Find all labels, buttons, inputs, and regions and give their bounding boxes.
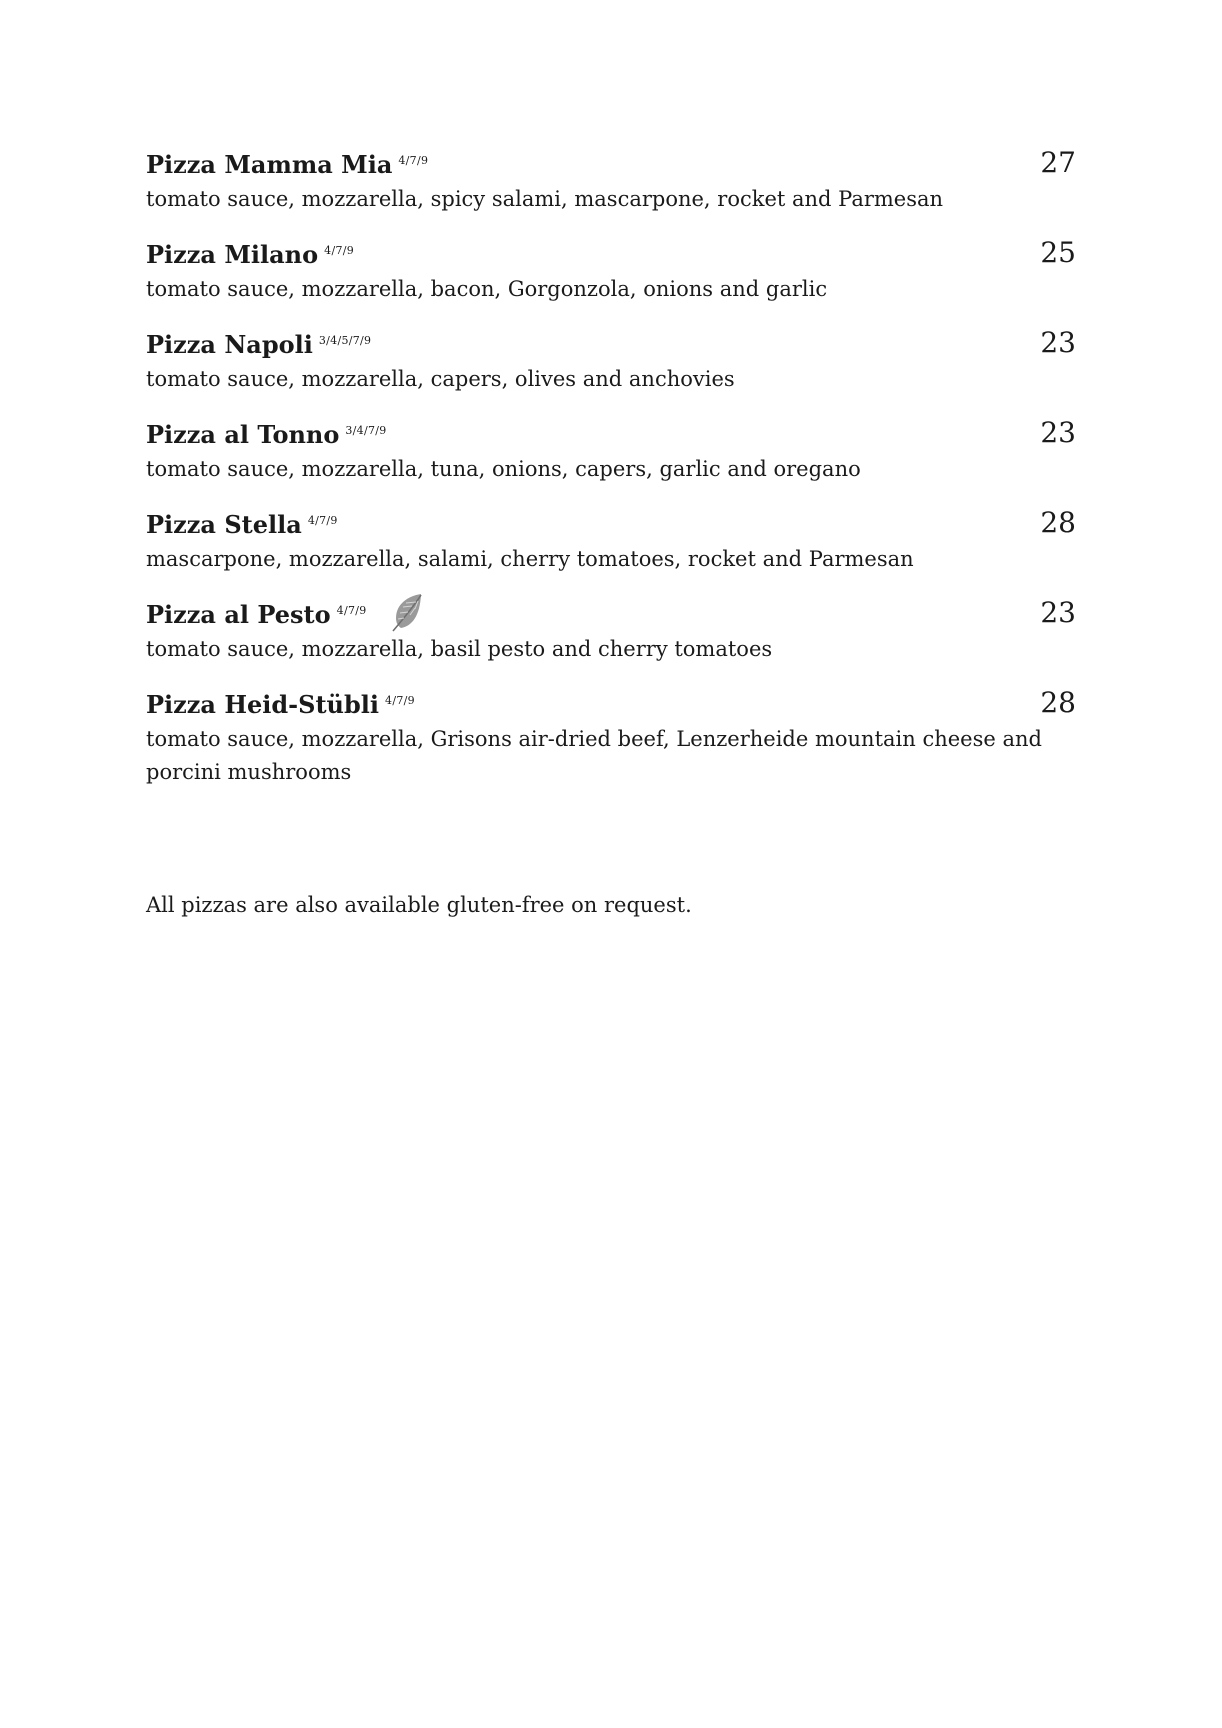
item-allergens: 4/7/9: [324, 244, 355, 257]
item-price: 23: [1040, 596, 1076, 629]
item-price: 25: [1040, 236, 1076, 269]
item-description: mascarpone, mozzarella, salami, cherry tomatoes, rocket and Parmesan: [146, 547, 914, 571]
menu-item-header: [146, 688, 1076, 722]
item-description: tomato sauce, mozzarella, basil pesto and cherry tomatoes: [146, 637, 773, 661]
menu-item-header: [146, 328, 1076, 362]
leaf-icon: [390, 592, 426, 632]
menu-item: [146, 238, 1076, 328]
gluten-free-note: All pizzas are also available gluten-free on request.: [146, 893, 692, 917]
item-allergens: 3/4/7/9: [345, 424, 387, 437]
pizza-menu: [146, 148, 1076, 812]
menu-item-header: [146, 148, 1076, 182]
item-allergens: 3/4/5/7/9: [318, 334, 372, 347]
item-allergens: 4/7/9: [307, 514, 338, 527]
menu-item: [146, 598, 1076, 688]
menu-item: [146, 148, 1076, 238]
menu-item-header: [146, 508, 1076, 542]
item-name: Pizza al Pesto: [146, 600, 331, 629]
item-price: 28: [1040, 506, 1076, 539]
item-allergens: 4/7/9: [385, 694, 415, 707]
item-allergens: 4/7/9: [398, 154, 429, 167]
item-name: Pizza Mamma Mia: [146, 150, 393, 179]
menu-item: [146, 328, 1076, 418]
item-name: Pizza Heid-Stübli: [146, 690, 380, 719]
menu-item: [146, 508, 1076, 598]
item-allergens: 4/7/9: [336, 604, 367, 617]
item-description: tomato sauce, mozzarella, capers, olives and anchovies: [146, 367, 735, 391]
item-price: 27: [1040, 146, 1076, 179]
menu-item-header: [146, 418, 1076, 452]
menu-item: [146, 688, 1076, 812]
menu-item: [146, 418, 1076, 508]
menu-item-header: [146, 598, 1076, 632]
item-name: Pizza Stella: [146, 510, 302, 539]
item-price: 23: [1040, 326, 1076, 359]
menu-item-header: [146, 238, 1076, 272]
item-price: 23: [1040, 416, 1076, 449]
item-description: tomato sauce, mozzarella, tuna, onions, capers, garlic and oregano: [146, 457, 861, 481]
item-name: Pizza Napoli: [146, 330, 313, 359]
item-name: Pizza al Tonno: [146, 420, 340, 449]
item-description: tomato sauce, mozzarella, Grisons air-dried beef, Lenzerheide mountain cheese and porcini mushrooms: [146, 727, 1042, 784]
item-name: Pizza Milano: [146, 240, 319, 269]
item-description: tomato sauce, mozzarella, spicy salami, mascarpone, rocket and Parmesan: [146, 187, 944, 211]
item-description: tomato sauce, mozzarella, bacon, Gorgonzola, onions and garlic: [146, 277, 828, 301]
item-price: 28: [1040, 686, 1076, 719]
